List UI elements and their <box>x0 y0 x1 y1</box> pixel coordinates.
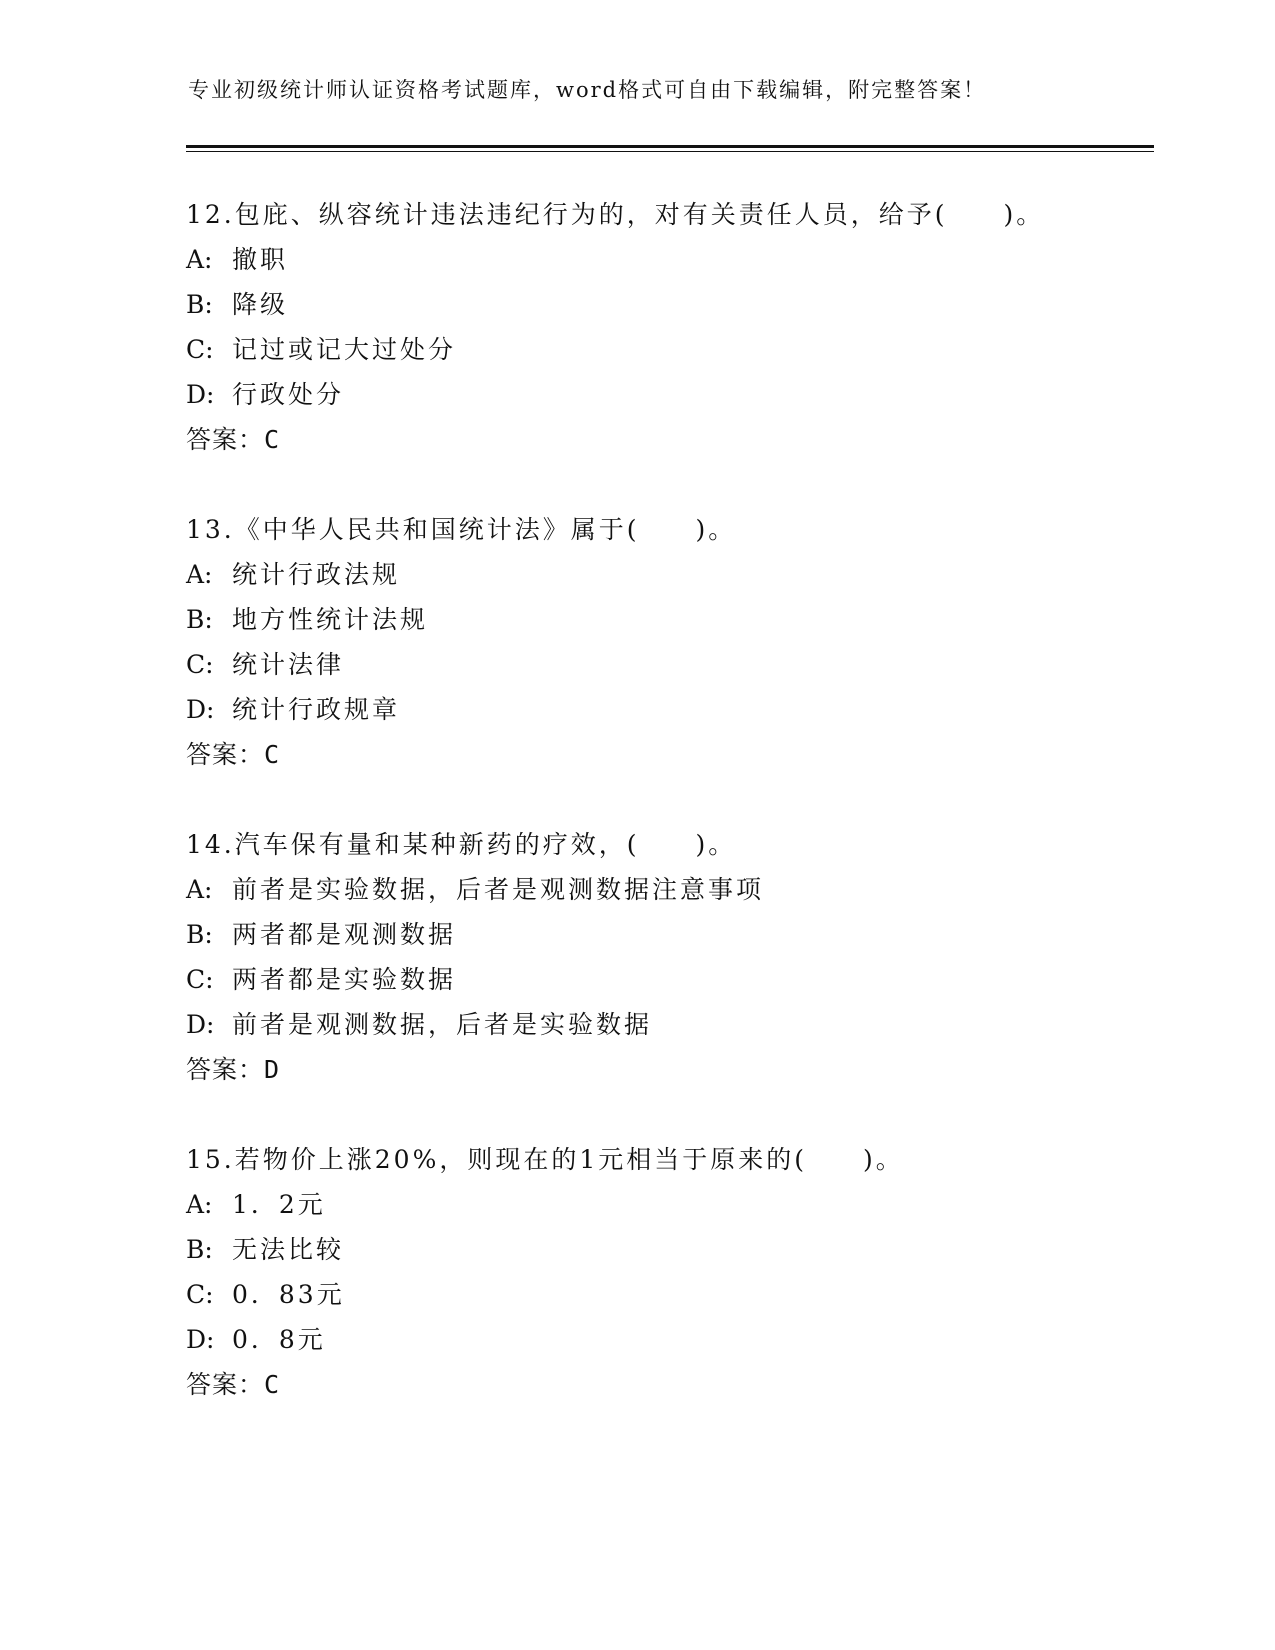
option-text: 0．83元 <box>232 1280 345 1309</box>
answer-label: 答案： <box>186 425 265 454</box>
option-text: 统计行政规章 <box>232 695 401 724</box>
answer-line <box>186 1047 1146 1092</box>
option-text: 记过或记大过处分 <box>232 335 457 364</box>
option-key: A: <box>186 1190 213 1219</box>
option-text: 两者都是实验数据 <box>232 965 457 994</box>
option-text: 行政处分 <box>232 380 345 409</box>
answer-value: C <box>264 740 281 769</box>
question-stem: 15.若物价上涨20%，则现在的1元相当于原来的( )。 <box>186 1145 904 1174</box>
question-15 <box>186 1137 1146 1407</box>
option-key: A: <box>186 560 213 589</box>
option-c <box>186 642 1146 687</box>
option-key: A: <box>186 245 213 274</box>
option-key: D: <box>186 695 215 724</box>
option-text: 统计行政法规 <box>232 560 401 589</box>
question-stem: 12.包庇、纵容统计违法违纪行为的，对有关责任人员，给予( )。 <box>186 200 1045 229</box>
option-d <box>186 1002 1146 1047</box>
option-b <box>186 1227 1146 1272</box>
option-b <box>186 597 1146 642</box>
option-a <box>186 867 1146 912</box>
option-a <box>186 237 1146 282</box>
option-key: A: <box>186 875 213 904</box>
option-key: B: <box>186 920 213 949</box>
option-key: D: <box>186 1325 215 1354</box>
option-key: B: <box>186 605 213 634</box>
option-key: C: <box>186 650 214 679</box>
option-c <box>186 957 1146 1002</box>
option-text: 地方性统计法规 <box>232 605 429 634</box>
option-key: B: <box>186 290 213 319</box>
option-text: 前者是观测数据，后者是实验数据 <box>232 1010 653 1039</box>
answer-label: 答案： <box>186 1055 265 1084</box>
option-d <box>186 372 1146 417</box>
option-a <box>186 552 1146 597</box>
question-14 <box>186 822 1146 1092</box>
question-stem: 13.《中华人民共和国统计法》属于( )。 <box>186 515 737 544</box>
option-c <box>186 327 1146 372</box>
page-header: 专业初级统计师认证资格考试题库，word格式可自由下载编辑，附完整答案！ <box>188 78 987 102</box>
question-stem: 14.汽车保有量和某种新药的疗效，( )。 <box>186 830 737 859</box>
option-key: C: <box>186 335 214 364</box>
answer-label: 答案： <box>186 740 265 769</box>
question-13 <box>186 507 1146 777</box>
option-text: 两者都是观测数据 <box>232 920 457 949</box>
option-key: D: <box>186 380 215 409</box>
answer-line <box>186 1362 1146 1407</box>
option-a <box>186 1182 1146 1227</box>
answer-value: C <box>264 1370 281 1399</box>
option-text: 0．8元 <box>232 1325 326 1354</box>
header-rule-thick <box>186 145 1154 148</box>
answer-line <box>186 417 1146 462</box>
answer-value: C <box>264 425 281 454</box>
option-text: 前者是实验数据，后者是观测数据注意事项 <box>232 875 765 904</box>
option-key: B: <box>186 1235 213 1264</box>
option-b <box>186 912 1146 957</box>
option-text: 降级 <box>232 290 289 319</box>
option-d <box>186 1317 1146 1362</box>
question-12 <box>186 192 1146 462</box>
answer-line <box>186 732 1146 777</box>
option-key: C: <box>186 965 214 994</box>
option-d <box>186 687 1146 732</box>
option-text: 统计法律 <box>232 650 345 679</box>
option-text: 无法比较 <box>232 1235 345 1264</box>
answer-value: D <box>264 1055 281 1084</box>
option-b <box>186 282 1146 327</box>
option-key: C: <box>186 1280 214 1309</box>
option-text: 撤职 <box>232 245 289 274</box>
header-rule-thin <box>186 151 1154 152</box>
option-text: 1．2元 <box>232 1190 326 1219</box>
answer-label: 答案： <box>186 1370 265 1399</box>
option-key: D: <box>186 1010 215 1039</box>
option-c <box>186 1272 1146 1317</box>
